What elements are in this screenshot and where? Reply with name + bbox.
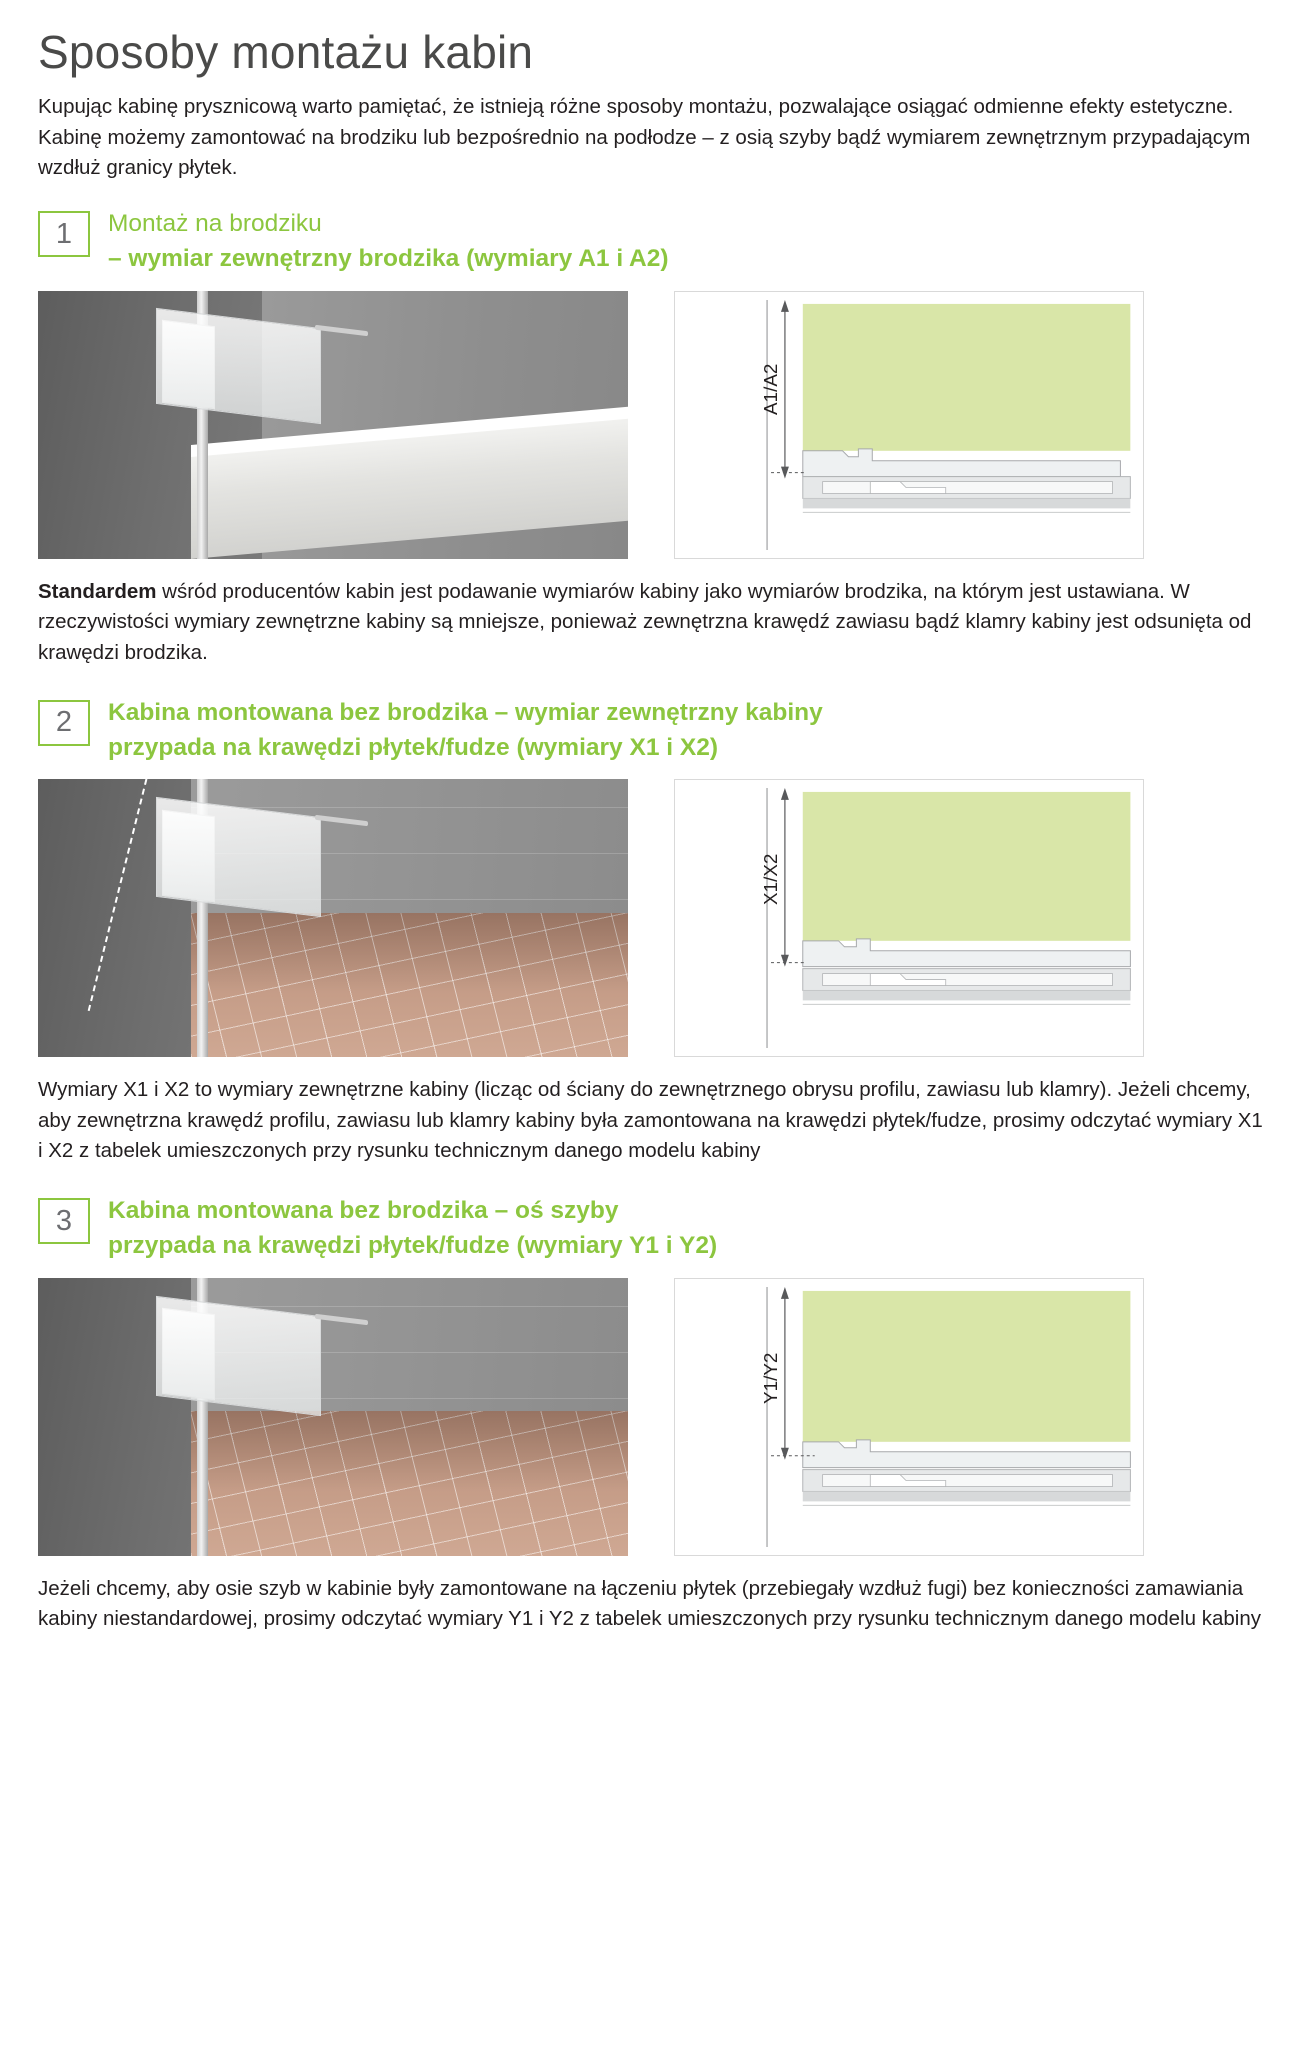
section-1-header (38, 205, 1264, 277)
section-2-caption-text: Wymiary X1 i X2 to wymiary zewnętrzne kabiny (licząc od ściany do zewnętrznego obrysu profilu, zawiasu lub klamry). Jeżeli chcemy, aby zewnętrzna krawędź profilu, zawiasu lub klamry kabiny była zamontowana na krawędzi płytek/fudze, prosimy odczytać wymiary X1 i X2 z tabelek umieszczonych przy rysunku technicznym danego modelu kabiny (38, 1078, 1263, 1163)
drawing-3-dimension-label: Y1/Y2 (759, 1352, 781, 1404)
photo-shower-on-tiles-outer (38, 779, 628, 1057)
section-2-title-line2: przypada na krawędzi płytek/fudze (wymiary X1 i X2) (108, 733, 718, 761)
section-2-header (38, 694, 1264, 766)
section-3-title-line2: przypada na krawędzi płytek/fudze (wymiary Y1 i Y2) (108, 1232, 718, 1260)
section-3-header (38, 1192, 1264, 1264)
section-2-figures (38, 779, 1264, 1057)
section-3 (38, 1192, 1264, 1634)
section-3-caption-text: Jeżeli chcemy, aby osie szyb w kabinie były zamontowane na łączeniu płytek (przebiegały wzdłuż fugi) bez konieczności zamawiania kabiny niestandardowej, prosimy odczytać wymiary Y1 i Y2 z tabelek umieszczonych przy rysunku technicznym danego modelu kabiny (38, 1576, 1261, 1631)
section-1-caption (38, 577, 1264, 668)
section-1-number: 1 (38, 211, 90, 257)
section-1-figures (38, 291, 1264, 559)
photo-shower-on-tray (38, 291, 628, 559)
section-3-title-line1: Kabina montowana bez brodzika – oś szyby (108, 1197, 619, 1225)
technical-drawing-2 (674, 779, 1144, 1057)
drawing-1-dimension-label: A1/A2 (759, 363, 781, 415)
section-2-number: 2 (38, 700, 90, 746)
section-1-title-line1: Montaż na brodziku (108, 210, 322, 238)
section-1-title (108, 205, 669, 277)
section-1 (38, 205, 1264, 668)
section-2 (38, 694, 1264, 1167)
section-1-caption-text: wśród producentów kabin jest podawanie wymiarów kabiny jako wymiarów brodzika, na którym jest ustawiana. W rzeczywistości wymiary zewnętrzne kabiny są mniejsze, ponieważ zewnętrzna krawędź zawiasu bądź klamry kabiny jest odsunięta od krawędzi brodzika. (38, 579, 1252, 664)
section-3-caption (38, 1574, 1264, 1635)
section-3-number: 3 (38, 1198, 90, 1244)
drawing-2-dimension-label: X1/X2 (759, 853, 781, 906)
technical-drawing-1 (674, 291, 1144, 559)
photo-shower-on-tiles-axis (38, 1278, 628, 1556)
page-title: Sposoby montażu kabin (38, 26, 534, 78)
section-2-title-line1: Kabina montowana bez brodzika – wymiar zewnętrzny kabiny (108, 698, 823, 726)
section-3-figures (38, 1278, 1264, 1556)
section-1-caption-bold: Standardem (38, 579, 157, 603)
section-2-caption (38, 1075, 1264, 1166)
section-1-title-line2: – wymiar zewnętrzny brodzika (wymiary A1 i A2) (108, 245, 669, 273)
technical-drawing-3 (674, 1278, 1144, 1556)
intro-paragraph: Kupując kabinę prysznicową warto pamiętać, że istnieją różne sposoby montażu, pozwalające osiągać odmienne efekty estetyczne. Kabinę możemy zamontować na brodziku lub bezpośrednio na podłodze – z osią szyby bądź wymiarem zewnętrznym przypadającym wzdłuż granicy płytek. (38, 95, 1251, 179)
section-2-title (108, 694, 823, 766)
section-3-title (108, 1192, 717, 1264)
